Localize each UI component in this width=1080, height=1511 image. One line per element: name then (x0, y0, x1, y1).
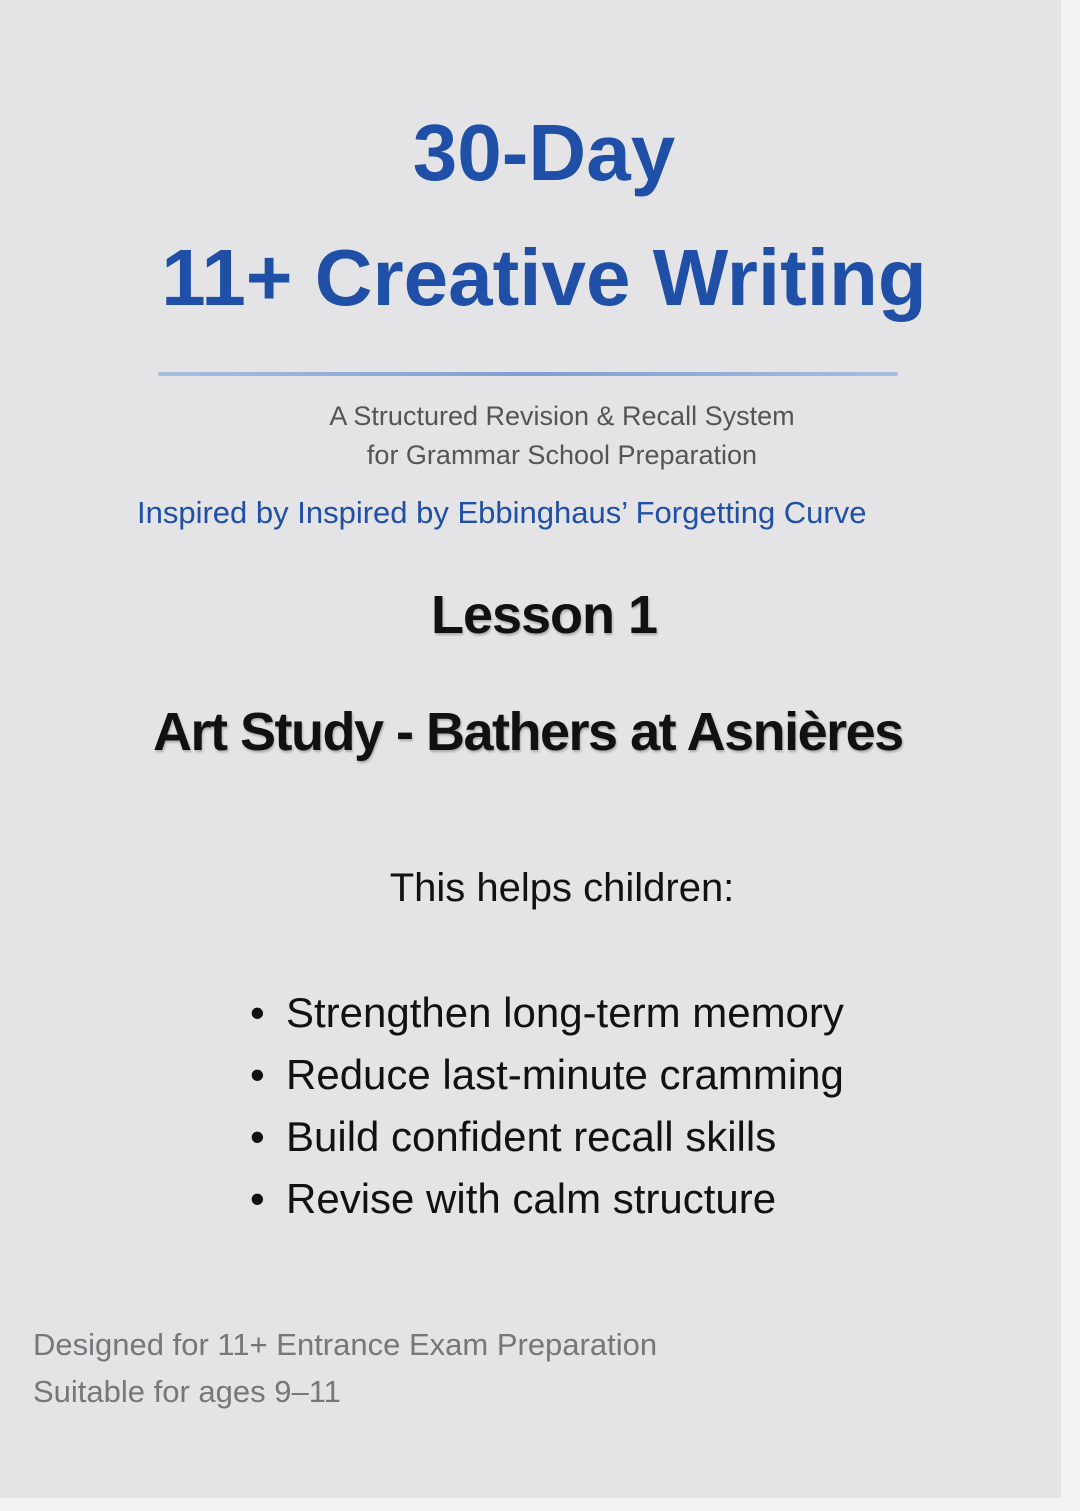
title-divider (158, 372, 898, 376)
benefit-text: Reduce last-minute cramming (286, 1051, 844, 1098)
list-item (250, 1114, 844, 1176)
title-line-1: 30-Day (412, 108, 676, 197)
benefits-list (250, 990, 844, 1238)
benefits-heading: This helps children: (389, 866, 735, 910)
benefit-text: Strengthen long-term memory (286, 989, 844, 1036)
lesson-number: Lesson 1 (430, 585, 658, 645)
bullet-icon: • (250, 1113, 265, 1160)
title-line-2: 11+ Creative Writing (161, 233, 927, 322)
bullet-icon: • (250, 1051, 265, 1098)
bullet-icon: • (250, 989, 265, 1036)
subtitle-line-2: for Grammar School Preparation (366, 440, 758, 470)
list-item (250, 1052, 844, 1114)
benefit-text: Revise with calm structure (286, 1175, 777, 1222)
list-item (250, 990, 844, 1052)
list-item (250, 1176, 844, 1238)
subtitle-line-1: A Structured Revision & Recall System (329, 401, 795, 431)
inspired-by-text: Inspired by Inspired by Ebbinghaus’ Forgetting Curve (137, 495, 867, 530)
lesson-topic: Art Study - Bathers at Asnières (153, 702, 903, 762)
footer-line-1: Designed for 11+ Entrance Exam Preparation (33, 1327, 658, 1362)
footer-line-2: Suitable for ages 9–11 (33, 1374, 341, 1409)
bullet-icon: • (250, 1175, 265, 1222)
benefit-text: Build confident recall skills (286, 1113, 777, 1160)
